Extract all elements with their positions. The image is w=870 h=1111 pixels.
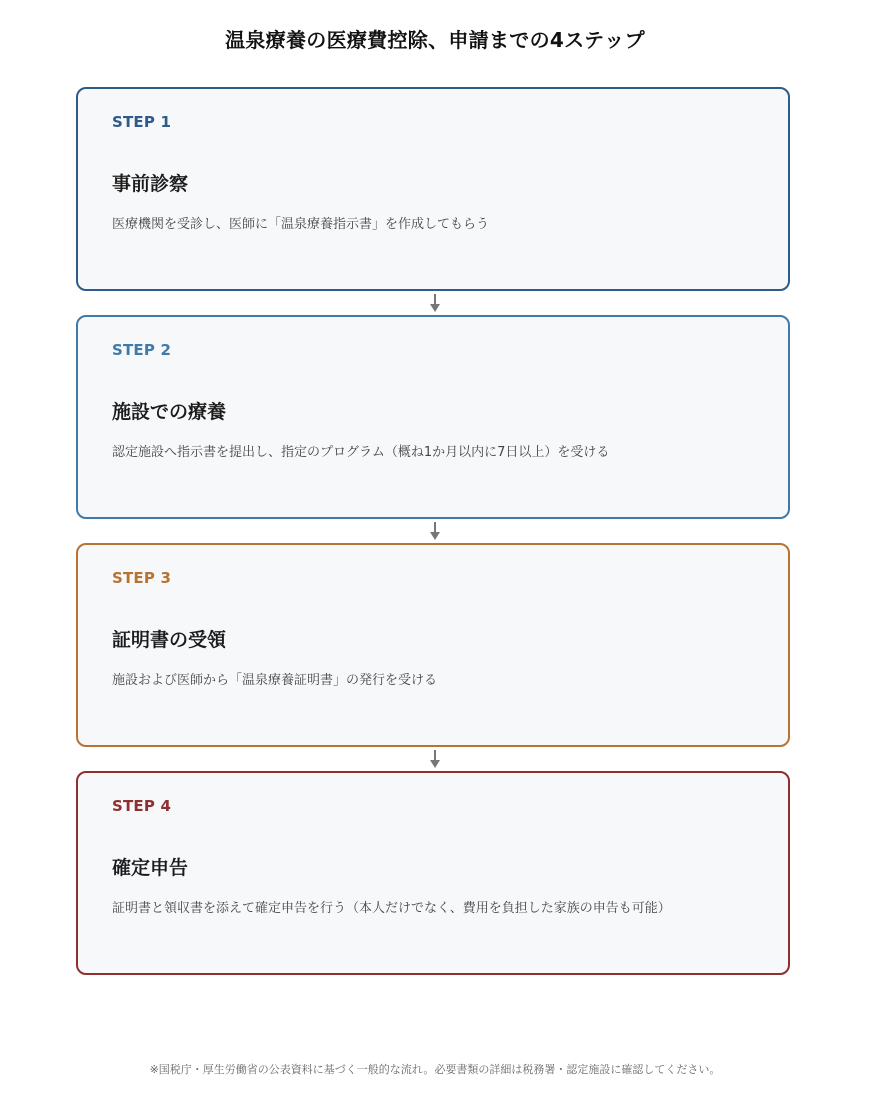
- step-title: 施設での療養: [112, 401, 227, 423]
- step-label: STEP 4: [112, 797, 172, 815]
- step-description: 医療機関を受診し、医師に「温泉療養指示書」を作成してもらう: [112, 217, 490, 232]
- step-title: 確定申告: [112, 857, 189, 879]
- step-description: 認定施設へ指示書を提出し、指定のプログラム（概ね1か月以内に7日以上）を受ける: [112, 445, 610, 460]
- step-card-2: [76, 315, 790, 519]
- arrow-down-icon: [429, 293, 441, 313]
- step-description: 証明書と領収書を添えて確定申告を行う（本人だけでなく、費用を負担した家族の申告も可能）: [112, 901, 671, 916]
- step-title: 証明書の受領: [112, 629, 227, 651]
- arrow-down-icon: [429, 521, 441, 541]
- footnote: ※国税庁・厚生労働省の公表資料に基づく一般的な流れ。必要書類の詳細は税務署・認定施設に確認してください。: [149, 1063, 721, 1076]
- step-card-1: [76, 87, 790, 291]
- step-card-3: [76, 543, 790, 747]
- step-label: STEP 3: [112, 569, 172, 587]
- step-card-4: [76, 771, 790, 975]
- step-label: STEP 1: [112, 113, 172, 131]
- arrow-down-icon: [429, 749, 441, 769]
- step-label: STEP 2: [112, 341, 172, 359]
- step-title: 事前診察: [112, 173, 189, 195]
- step-description: 施設および医師から「温泉療養証明書」の発行を受ける: [112, 673, 438, 688]
- page-title: 温泉療養の医療費控除、申請までの4ステップ: [225, 28, 645, 52]
